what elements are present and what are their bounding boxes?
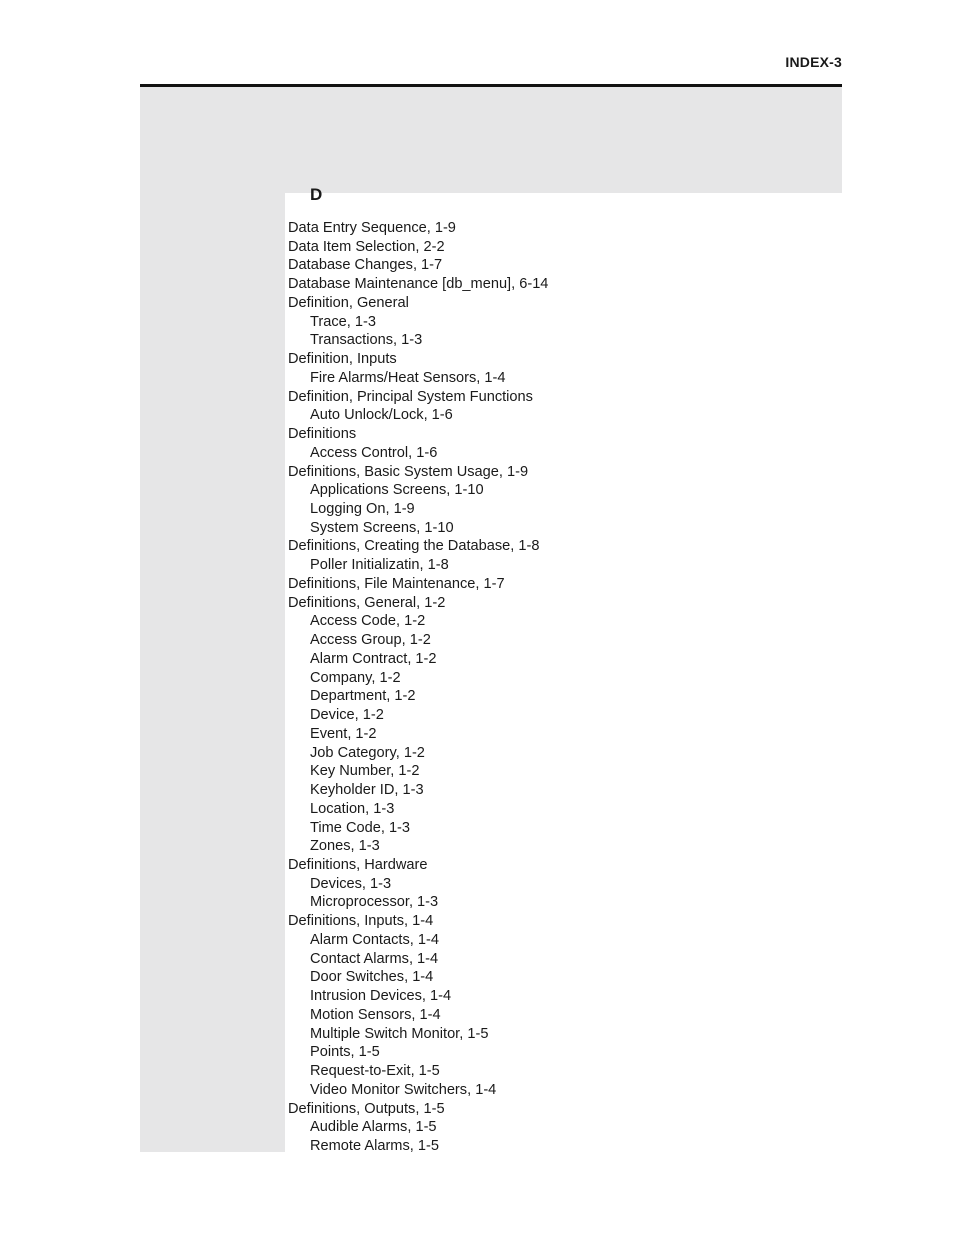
index-subentry: System Screens, 1-10 [310,519,454,536]
index-subentry: Devices, 1-3 [310,875,392,892]
index-subentry: Video Monitor Switchers, 1-4 [310,1081,497,1098]
index-subentry: Auto Unlock/Lock, 1-6 [310,407,453,424]
index-subentry: Request-to-Exit, 1-5 [310,1063,440,1080]
gray-margin-block [140,193,285,1152]
index-subentry: Key Number, 1-2 [310,763,420,780]
index-subentry: Alarm Contacts, 1-4 [310,931,439,948]
index-subentry: Company, 1-2 [310,669,401,686]
index-entry: Definitions, Basic System Usage, 1-9 [288,463,529,480]
index-entry: Data Item Selection, 2-2 [288,238,445,255]
index-entry: Definitions [288,426,357,443]
page-number: INDEX-3 [785,54,842,70]
index-subentry: Job Category, 1-2 [310,744,425,761]
index-entry: Definition, General [288,294,409,311]
index-subentry: Access Code, 1-2 [310,613,426,630]
index-subentry: Transactions, 1-3 [310,332,423,349]
index-subentry: Trace, 1-3 [310,313,376,330]
index-subentry: Alarm Contract, 1-2 [310,650,437,667]
index-entry: Definitions, Creating the Database, 1-8 [288,538,540,555]
index-subentry: Door Switches, 1-4 [310,969,434,986]
index-subentry: Applications Screens, 1-10 [310,482,484,499]
index-entry: Definition, Principal System Functions [288,388,533,405]
index-entry: Definitions, File Maintenance, 1-7 [288,575,505,592]
index-subentry: Event, 1-2 [310,725,377,742]
index-subentry: Multiple Switch Monitor, 1-5 [310,1025,489,1042]
index-subentry: Department, 1-2 [310,688,416,705]
index-entry: Definitions, Inputs, 1-4 [288,913,434,930]
gray-header-block [140,87,842,193]
index-subentry: Points, 1-5 [310,1044,380,1061]
index-subentry: Time Code, 1-3 [310,819,411,836]
index-subentry: Logging On, 1-9 [310,501,415,518]
index-entry: Definitions, Hardware [288,856,428,873]
index-subentry: Fire Alarms/Heat Sensors, 1-4 [310,369,506,386]
index-subentry: Motion Sensors, 1-4 [310,1006,441,1023]
index-entry: Definition, Inputs [288,351,397,368]
index-subentry: Intrusion Devices, 1-4 [310,988,452,1005]
index-entry: Definitions, Outputs, 1-5 [288,1100,445,1117]
index-subentry: Access Group, 1-2 [310,632,431,649]
index-subentry: Remote Alarms, 1-5 [310,1137,439,1154]
index-entry: Database Changes, 1-7 [288,257,443,274]
index-subentry: Keyholder ID, 1-3 [310,782,424,799]
index-subentry: Location, 1-3 [310,800,395,817]
index-entry-list [288,219,548,1156]
index-subentry: Device, 1-2 [310,707,384,724]
index-subentry: Poller Initializatin, 1-8 [310,557,449,574]
index-subentry: Audible Alarms, 1-5 [310,1119,437,1136]
index-subentry: Zones, 1-3 [310,838,380,855]
index-entry: Definitions, General, 1-2 [288,594,446,611]
index-subentry: Contact Alarms, 1-4 [310,950,439,967]
index-subentry: Access Control, 1-6 [310,444,438,461]
index-subentry: Microprocessor, 1-3 [310,894,439,911]
index-entry: Data Entry Sequence, 1-9 [288,220,456,236]
section-letter: D [310,185,323,204]
index-entry: Database Maintenance [db_menu], 6-14 [288,276,549,293]
